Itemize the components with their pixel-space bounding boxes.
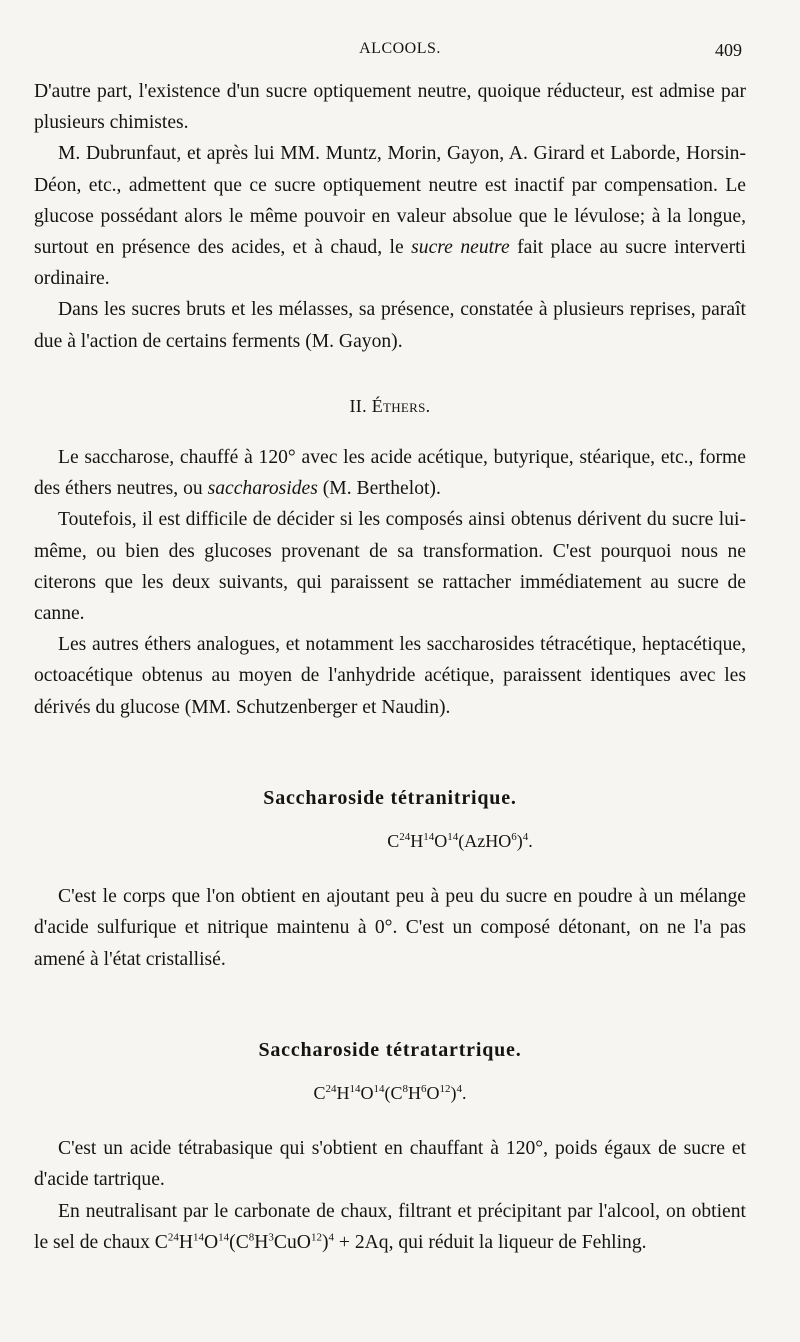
formula-part: C xyxy=(387,831,400,852)
paragraph-tetranitrique: C'est le corps que l'on obtient en ajoutant peu à peu du sucre en poudre à un mélange d'acide sulfurique et nitrique maintenu à 0°. C'est un composé détonant, on ne l'a pas amené à l'état cristallisé. xyxy=(34,886,746,970)
formula-sup: 14 xyxy=(218,1231,230,1244)
formula-sup: 24 xyxy=(167,1231,179,1244)
running-title: ALCOOLS. xyxy=(359,40,441,57)
formula-sup: 14 xyxy=(349,1083,361,1096)
paragraph-saccharose-ethers xyxy=(34,442,746,504)
page-number: 409 xyxy=(715,40,742,60)
formula-part: H xyxy=(336,1083,350,1104)
text-run: (M. Berthelot). xyxy=(317,478,441,500)
formula-sup: 8 xyxy=(402,1083,408,1096)
formula-sup: 24 xyxy=(325,1083,337,1096)
formula-part: ) xyxy=(321,1231,329,1253)
formula-sup: 3 xyxy=(268,1231,274,1244)
formula-tetratartrique xyxy=(34,1078,746,1109)
formula-part: . xyxy=(462,1083,467,1104)
formula-sel-de-chaux xyxy=(155,1232,394,1253)
paragraph-sucre-neutre: D'autre part, l'existence d'un sucre optiquement neutre, quoique réducteur, est admise par plusieurs chimistes. xyxy=(34,81,746,134)
paragraph-toutefois: Toutefois, il est difficile de décider si les composés ainsi obtenus dérivent du sucre lui-même, ou bien des glucoses provenant de sa transformation. C'est pourquoi nous ne citerons que les deux suivants, qui paraissent se rattacher immédiatement au sucre de canne. xyxy=(34,509,746,625)
section-heading xyxy=(34,391,746,422)
text-run: En neutralisant par le carbonate de chaux, filtrant et précipitant par l'alcool, on obtient le sel de chaux xyxy=(34,1200,746,1253)
formula-part: O xyxy=(204,1231,219,1253)
formula-part: CuO xyxy=(273,1231,311,1253)
paragraph-dubrunfaut xyxy=(34,138,746,294)
formula-part: ) xyxy=(516,831,523,852)
text-run: fait place au sucre interverti ordinaire. xyxy=(34,237,746,290)
formula-sup: 8 xyxy=(248,1231,255,1244)
paragraph-melasses: Dans les sucres bruts et les mélasses, sa présence, constatée à plusieurs reprises, paraît due à l'action de certains ferments (M. Gayon). xyxy=(34,299,746,352)
formula-part: H xyxy=(178,1231,194,1253)
section-title: Éthers. xyxy=(371,395,431,416)
formula-tetranitrique xyxy=(34,826,746,857)
formula-part: H xyxy=(254,1231,269,1253)
text-run: M. Dubrunfaut, et après lui MM. Muntz, Morin, Gayon, A. Girard et Laborde, Horsin-Déon, etc., admettent que ce sucre optiquement neutre est inactif par compensation. Le glucose possédant alors le même pouvoir en valeur absolue que le lévulose; à la longue, surtout en présence des acides, et à chaud, le xyxy=(34,143,746,259)
formula-sup: 14 xyxy=(447,831,459,844)
formula-part: ) xyxy=(450,1083,457,1104)
text-run: Le saccharose, chauffé à 120° avec les acide acétique, butyrique, stéarique, etc., forme des éthers neutres, ou xyxy=(34,447,746,500)
paragraph-sel-de-chaux xyxy=(34,1196,746,1258)
formula-sup: 14 xyxy=(423,831,435,844)
heading-tetratartrique: Saccharoside tétratartrique. xyxy=(258,1038,522,1061)
formula-part: H xyxy=(408,1083,421,1104)
formula-part: C xyxy=(154,1231,168,1253)
italic-term: sucre neutre xyxy=(411,237,510,259)
section-number: II. xyxy=(349,395,367,416)
formula-part: . xyxy=(528,831,533,852)
formula-part: + 2Aq, xyxy=(333,1231,394,1253)
formula-sup: 4 xyxy=(522,831,529,844)
formula-sup: 14 xyxy=(193,1231,205,1244)
formula-sup: 4 xyxy=(328,1231,334,1244)
paragraph-tetratartrique: C'est un acide tétrabasique qui s'obtient en chauffant à 120°, poids égaux de sucre et d'acide tartrique. xyxy=(34,1138,746,1191)
formula-sup: 6 xyxy=(421,1083,427,1096)
formula-sup: 12 xyxy=(310,1231,322,1244)
italic-term: saccharosides xyxy=(207,478,318,500)
page-header xyxy=(0,40,800,70)
formula-part: (C xyxy=(384,1083,403,1104)
formula-part: O xyxy=(426,1083,440,1104)
formula-sup: 24 xyxy=(399,831,411,844)
formula-part: O xyxy=(360,1083,374,1104)
formula-part: O xyxy=(434,831,448,852)
formula-sup: 4 xyxy=(456,1083,462,1096)
formula-part: C xyxy=(313,1083,326,1104)
paragraph-autres-ethers: Les autres éthers analogues, et notamment les saccharosides tétracétique, heptacétique, octoacétique obtenus au moyen de l'anhydride acétique, paraissent identiques avec les dérivés du glucose (MM. Schutzenberger et Naudin). xyxy=(34,634,746,718)
formula-sup: 14 xyxy=(373,1083,385,1096)
formula-sup: 12 xyxy=(439,1083,451,1096)
formula-part: H xyxy=(410,831,424,852)
formula-part: (C xyxy=(229,1231,249,1253)
text-run: qui réduit la liqueur de Fehling. xyxy=(393,1231,647,1253)
heading-tetranitrique: Saccharoside tétranitrique. xyxy=(263,786,517,809)
formula-part: (AzHO xyxy=(458,831,512,852)
formula-sup: 6 xyxy=(511,831,517,844)
page-body xyxy=(34,76,746,1258)
